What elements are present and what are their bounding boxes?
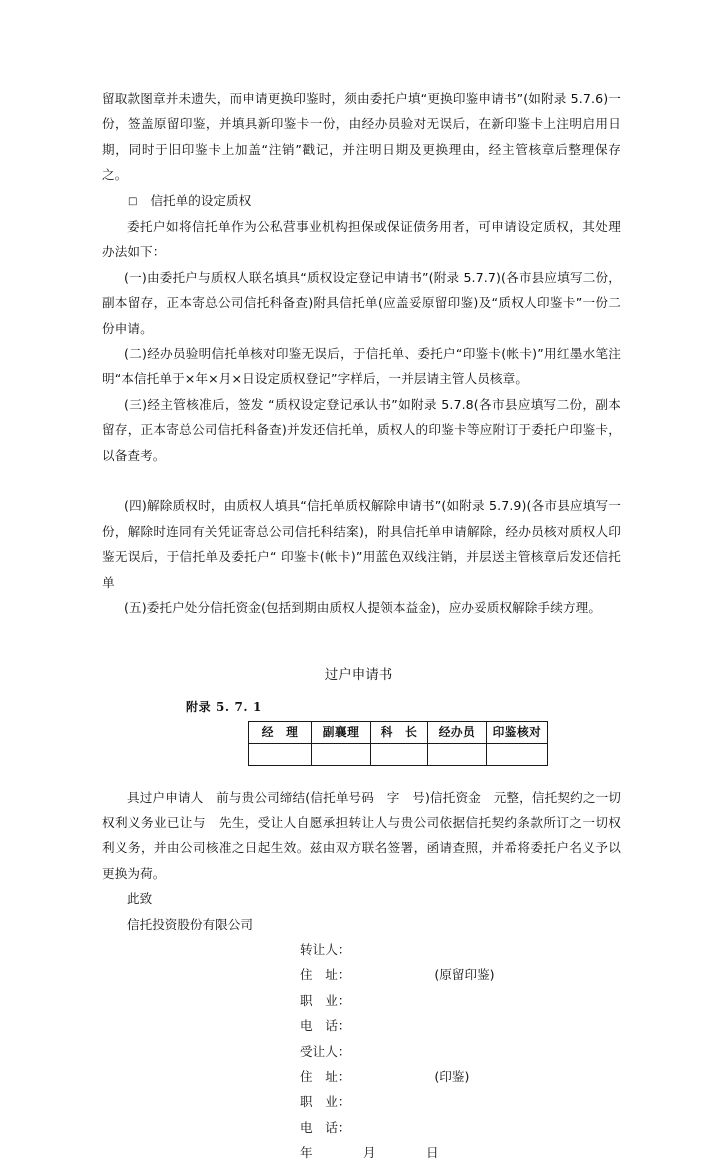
clause-five: (五)委托户处分信托资金(包括到期由质权人提领本益金)，应办妥质权解除手续方理。 bbox=[124, 600, 602, 616]
transferee-seal-note: (印鉴) bbox=[434, 1068, 470, 1084]
paragraph-seal-replacement: 留取款图章并未遗失，而申请更换印鉴时，须由委托户填“更换印鉴申请书”(如附录 5.7.6)一份，签盖原留印鉴，并填具新印鉴卡一份，由经办员验对无误后，在新印鉴卡上注明启用日期，同时于旧印鉴卡上加盖“注销”戳记，并注明日期及更换理由，经主管核章后整理保存之。 bbox=[102, 91, 621, 183]
title-gap bbox=[102, 685, 621, 698]
date-line: 年 月 日 bbox=[300, 1145, 439, 1161]
table-cell-deputy-manager[interactable] bbox=[312, 743, 371, 765]
transferee-label: 受让人： bbox=[300, 1043, 351, 1059]
clause-one: (一)由委托户与质权人联名填具“质权设定登记申请书”(附录 5.7.7)(各市县应填写二份，副本留存，正本寄总公司信托科备查)附具信托单(应盖妥原留印鉴)及“质权人印鉴卡”一份二份申请。 bbox=[102, 269, 621, 336]
table-cell-clerk[interactable] bbox=[428, 743, 487, 765]
table-cell-seal-verification[interactable] bbox=[487, 743, 548, 765]
paragraph-pledge-intro: 委托户如将信托单作为公私营事业机构担保或保证债务用者，可申请设定质权，其处理办法如下： bbox=[102, 219, 621, 260]
section-gap bbox=[102, 621, 621, 665]
paragraph-transfer-application: 具过户申请人 前与贵公司缔结(信托单号码 字 号)信托资金 元整，信托契约之一切权利义务业已让与 先生，受让人自愿承担转让人与贵公司依据信托契约条款所订之一切权利义务，并由公司核准之日起生效。兹由双方联名签署，函请查照，并希将委托户名义予以更换为荷。 bbox=[102, 789, 621, 881]
transferor-address-row bbox=[300, 962, 621, 987]
table-header-deputy-manager: 副襄理 bbox=[312, 721, 371, 743]
clause-two: (二)经办员验明信托单核对印鉴无误后，于信托单、委托户“印鉴卡(帐卡)”用红墨水笔注明“本信托单于×年×月×日设定质权登记”字样后，一并层请主管人员核章。 bbox=[102, 346, 621, 387]
clause-four: (四)解除质权时，由质权人填具“信托单质权解除申请书”(如附录 5.7.9)(各市县应填写一份，解除时连同有关凭证寄总公司信托科结案)，附具信托单申请解除，经办员核对质权人印鉴无误后，于信托单及委托户“ 印鉴卡(帐卡)”用蓝色双线注销，并层送主管核章后发还信托单 bbox=[102, 498, 621, 590]
approval-table-container bbox=[102, 721, 621, 766]
transferee-phone-label: 电 话： bbox=[300, 1119, 351, 1135]
table-cell-section-chief[interactable] bbox=[371, 743, 428, 765]
table-header-manager: 经 理 bbox=[249, 721, 312, 743]
square-bullet-icon: □ bbox=[128, 195, 138, 207]
form-title: 过户申请书 bbox=[324, 666, 393, 683]
table-row[interactable] bbox=[249, 743, 548, 765]
document-content bbox=[102, 86, 621, 1166]
recipient-company: 信托投资股份有限公司 bbox=[127, 916, 253, 932]
clause-three: (三)经主管核准后，签发 “质权设定登记承认书”如附录 5.7.8(各市县应填写二份，副本留存，正本寄总公司信托科备查)并发还信托单，质权人的印鉴卡等应附订于委托户印鉴卡，以备查考。 bbox=[102, 396, 621, 463]
transferor-address-label: 住 址： bbox=[300, 967, 351, 983]
transferee-occupation-label: 职 业： bbox=[300, 1094, 351, 1110]
transferor-phone-label: 电 话： bbox=[300, 1018, 351, 1034]
appendix-number-label: 附录 5. 7. 1 bbox=[186, 699, 262, 714]
table-header-section-chief: 科 长 bbox=[371, 721, 428, 743]
closing-salutation: 此致 bbox=[127, 891, 153, 907]
transferee-address-row bbox=[300, 1064, 621, 1089]
transferor-label: 转让人： bbox=[300, 941, 351, 957]
table-cell-manager[interactable] bbox=[249, 743, 312, 765]
approval-table bbox=[248, 721, 548, 766]
table-header-clerk: 经办员 bbox=[428, 721, 487, 743]
signature-block bbox=[102, 937, 621, 1166]
transferor-seal-note: (原留印鉴) bbox=[434, 967, 495, 983]
section-bullet-label: 信托单的设定质权 bbox=[150, 192, 252, 208]
table-gap bbox=[102, 766, 621, 785]
table-header-row bbox=[249, 721, 548, 743]
transferee-address-label: 住 址： bbox=[300, 1068, 351, 1084]
paragraph-gap bbox=[102, 468, 621, 493]
section-bullet-pledge bbox=[102, 188, 621, 214]
transferor-occupation-label: 职 业： bbox=[300, 992, 351, 1008]
table-header-seal-verification: 印鉴核对 bbox=[487, 721, 548, 743]
